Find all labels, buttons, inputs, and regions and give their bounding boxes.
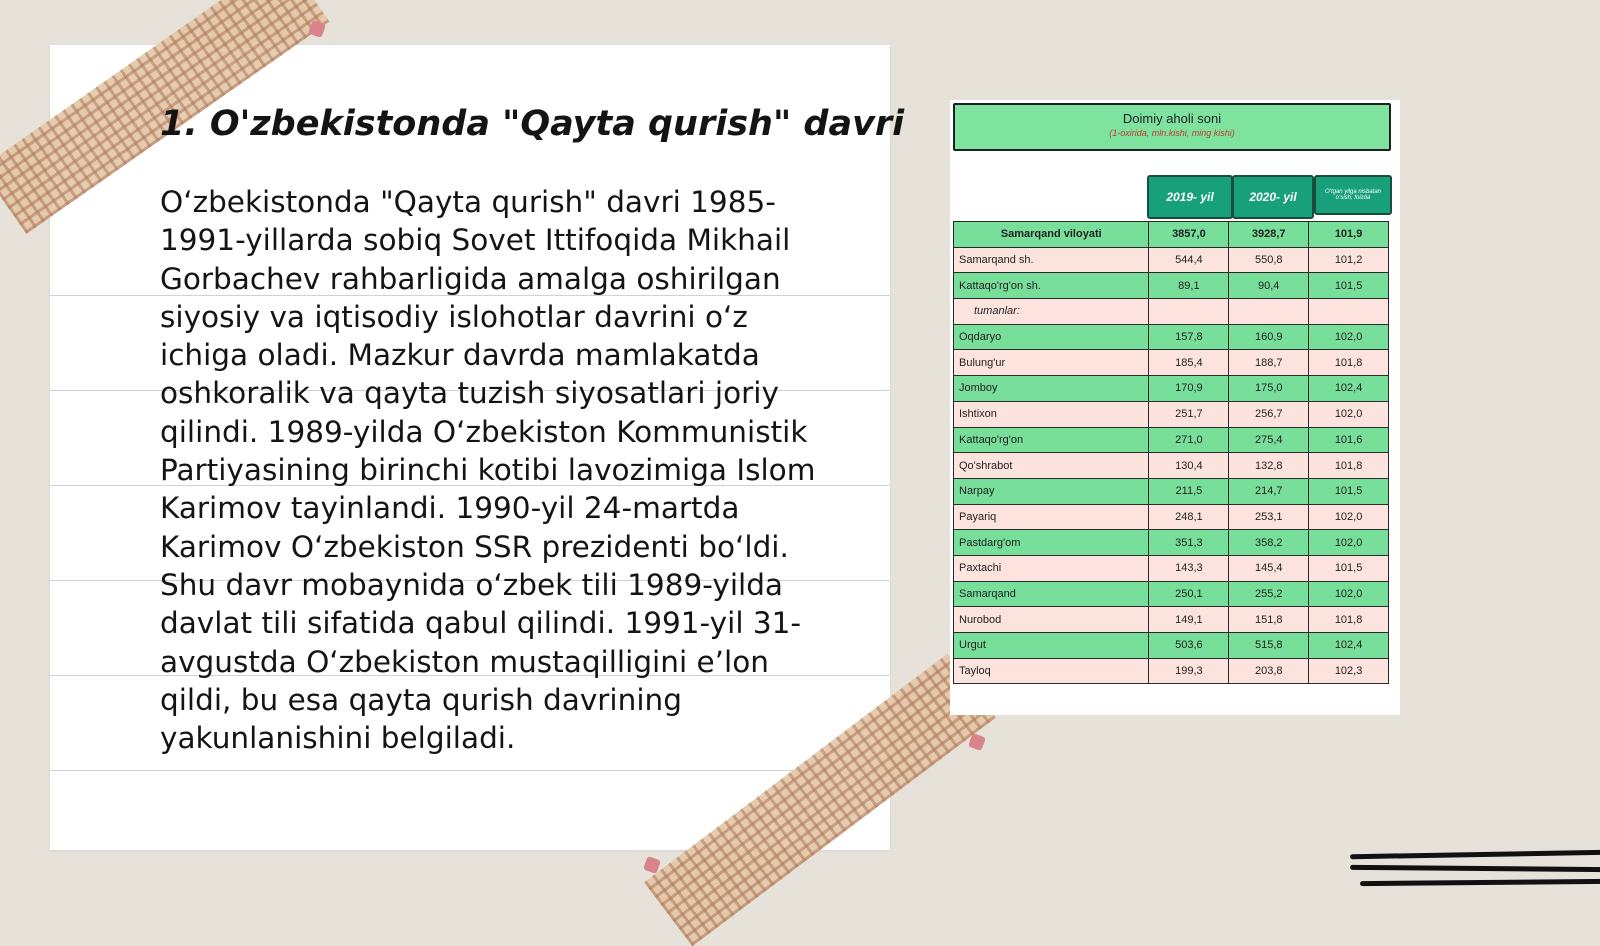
value-2020 [1229, 299, 1309, 325]
table-row [954, 401, 1389, 427]
value-growth: 102,3 [1309, 658, 1389, 684]
table-row [954, 247, 1389, 273]
body-paragraph: O‘zbekistonda "Qayta qurish" davri 1985-1991-yillarda sobiq Sovet Ittifoqida Mikhail Gorbachev rahbarligida amalga oshirilgan siyosiy va iqtisodiy islohotlar davrini o‘z ichiga oladi. Mazkur davrda mamlakatda oshkoralik va qayta tuzish siyosatlari joriy qilindi. 1989-yilda O‘zbekiston Kommunistik Partiyasining birinchi kotibi lavozimiga Islom Karimov tayinlandi. 1990-yil 24-martda Karimov O‘zbekiston SSR prezidenti bo‘ldi. Shu davr mobaynida o‘zbek tili 1989-yilda davlat tili sifatida qabul qilindi. 1991-yil 31-avgustda O‘zbekiston mustaqilligini e’lon qildi, bu esa qayta qurish davrining yakunlanishini belgiladi. [160, 185, 816, 756]
column-header-2019: 2019- yil [1147, 175, 1233, 219]
row-name: Payariq [954, 504, 1149, 530]
value-2019: 503,6 [1149, 633, 1229, 659]
value-2019: 211,5 [1149, 478, 1229, 504]
value-growth: 101,5 [1309, 555, 1389, 581]
value-2019: 185,4 [1149, 350, 1229, 376]
value-2020: 550,8 [1229, 247, 1309, 273]
table-row [954, 530, 1389, 556]
value-growth [1309, 299, 1389, 325]
value-2020: 132,8 [1229, 453, 1309, 479]
table-row [954, 453, 1389, 479]
scribble-line [1350, 865, 1600, 872]
table-title: Doimiy aholi soni [1122, 111, 1222, 126]
value-2020: 253,1 [1229, 504, 1309, 530]
population-table [953, 221, 1389, 684]
row-name: Kattaqo'rg'on sh. [954, 273, 1149, 299]
value-growth: 101,5 [1309, 273, 1389, 299]
row-name: Kattaqo'rg'on [954, 427, 1149, 453]
row-name: Ishtixon [954, 401, 1149, 427]
value-2020: 203,8 [1229, 658, 1309, 684]
row-name: Tayloq [954, 658, 1149, 684]
table-row [954, 607, 1389, 633]
value-growth: 101,8 [1309, 607, 1389, 633]
row-name: Nurobod [954, 607, 1149, 633]
table-row [954, 658, 1389, 684]
row-name: Samarqand sh. [954, 247, 1149, 273]
value-2019: 143,3 [1149, 555, 1229, 581]
table-row [954, 299, 1389, 325]
value-2019: 3857,0 [1149, 222, 1229, 248]
value-growth: 102,4 [1309, 376, 1389, 402]
value-growth: 101,6 [1309, 427, 1389, 453]
value-2020: 3928,7 [1229, 222, 1309, 248]
table-row [954, 376, 1389, 402]
value-growth: 102,4 [1309, 633, 1389, 659]
value-2020: 90,4 [1229, 273, 1309, 299]
row-name: Oqdaryo [954, 324, 1149, 350]
table-row [954, 504, 1389, 530]
row-name: Qo'shrabot [954, 453, 1149, 479]
value-growth: 101,8 [1309, 453, 1389, 479]
value-2019: 157,8 [1149, 324, 1229, 350]
table-row [954, 581, 1389, 607]
ruled-line [50, 770, 890, 771]
value-2020: 358,2 [1229, 530, 1309, 556]
column-header-growth: O‘tgan yilga nisbatan o‘sish, foizda [1314, 175, 1392, 215]
table-subtitle: (1-oxirida, mln.kishi, ming kishi) [1109, 128, 1235, 138]
tape-pin-icon [968, 733, 986, 751]
value-2020: 214,7 [1229, 478, 1309, 504]
value-2020: 256,7 [1229, 401, 1309, 427]
table-row [954, 350, 1389, 376]
value-2020: 175,0 [1229, 376, 1309, 402]
value-2020: 188,7 [1229, 350, 1309, 376]
row-name: Pastdarg'om [954, 530, 1149, 556]
row-name: Paxtachi [954, 555, 1149, 581]
value-2019: 351,3 [1149, 530, 1229, 556]
value-2020: 160,9 [1229, 324, 1309, 350]
table-title-box [953, 103, 1391, 151]
value-2020: 275,4 [1229, 427, 1309, 453]
value-growth: 102,0 [1309, 401, 1389, 427]
value-2019: 130,4 [1149, 453, 1229, 479]
table-row [954, 427, 1389, 453]
value-2019: 271,0 [1149, 427, 1229, 453]
column-header-2020: 2020- yil [1232, 175, 1314, 219]
table-row [954, 633, 1389, 659]
slide-title: 1. O'zbekistonda "Qayta qurish" davri [160, 104, 905, 144]
value-2019: 251,7 [1149, 401, 1229, 427]
table-row [954, 555, 1389, 581]
scribble-line [1350, 850, 1600, 860]
value-2019 [1149, 299, 1229, 325]
value-2019: 170,9 [1149, 376, 1229, 402]
table-row [954, 478, 1389, 504]
value-growth: 101,9 [1309, 222, 1389, 248]
value-2020: 515,8 [1229, 633, 1309, 659]
value-2019: 149,1 [1149, 607, 1229, 633]
value-growth: 102,0 [1309, 324, 1389, 350]
value-growth: 102,0 [1309, 581, 1389, 607]
scribble-line [1360, 879, 1600, 886]
row-name: Samarqand viloyati [954, 222, 1149, 248]
value-2019: 89,1 [1149, 273, 1229, 299]
population-table-image [950, 100, 1400, 715]
value-2020: 255,2 [1229, 581, 1309, 607]
value-2019: 199,3 [1149, 658, 1229, 684]
value-growth: 101,8 [1309, 350, 1389, 376]
value-2019: 248,1 [1149, 504, 1229, 530]
value-2019: 544,4 [1149, 247, 1229, 273]
value-2020: 145,4 [1229, 555, 1309, 581]
row-name: Narpay [954, 478, 1149, 504]
row-name: Bulung'ur [954, 350, 1149, 376]
value-growth: 101,2 [1309, 247, 1389, 273]
row-name: Samarqand [954, 581, 1149, 607]
row-name: Urgut [954, 633, 1149, 659]
row-name: tumanlar: [954, 299, 1149, 325]
value-2020: 151,8 [1229, 607, 1309, 633]
table-row [954, 222, 1389, 248]
table-row [954, 273, 1389, 299]
value-growth: 102,0 [1309, 504, 1389, 530]
value-growth: 101,5 [1309, 478, 1389, 504]
value-growth: 102,0 [1309, 530, 1389, 556]
value-2019: 250,1 [1149, 581, 1229, 607]
row-name: Jomboy [954, 376, 1149, 402]
table-row [954, 324, 1389, 350]
